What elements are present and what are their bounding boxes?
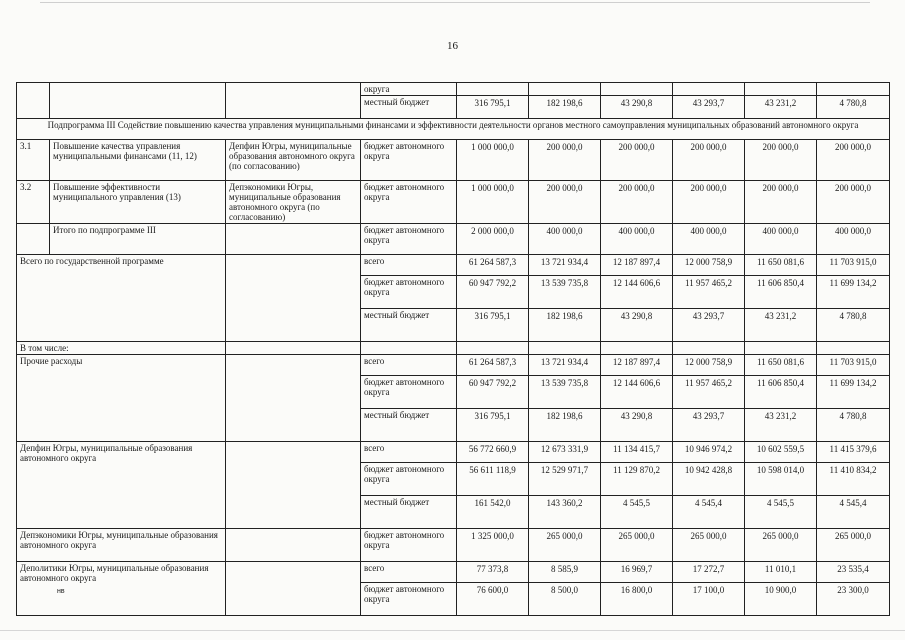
source-cell: бюджет автономного округа: [361, 463, 457, 496]
source-cell: всего: [361, 562, 457, 583]
blank-cell: [226, 224, 361, 255]
value-cell: [817, 83, 890, 96]
value-cell: 400 000,0: [601, 224, 673, 255]
source-cell: бюджет автономного округа: [361, 376, 457, 409]
blank-cell: [226, 355, 361, 442]
value-cell: 200 000,0: [745, 181, 817, 224]
value-cell: 17 272,7: [673, 562, 745, 583]
measure-name: Повышение эффективности муниципального управления (13): [50, 181, 226, 224]
value-cell: 182 198,6: [529, 409, 601, 442]
value-cell: 10 598 014,0: [745, 463, 817, 496]
blank-cell: [17, 83, 50, 119]
source-cell: округа: [361, 83, 457, 96]
value-cell: 8 585,9: [529, 562, 601, 583]
value-cell: 265 000,0: [817, 529, 890, 562]
table-row: [17, 529, 890, 562]
value-cell: 200 000,0: [529, 181, 601, 224]
value-cell: 4 780,8: [817, 309, 890, 342]
value-cell: 265 000,0: [601, 529, 673, 562]
blank-cell: [50, 83, 226, 119]
blank-cell: [361, 342, 457, 355]
value-cell: 12 673 331,9: [529, 442, 601, 463]
value-cell: [529, 83, 601, 96]
value-cell: 43 290,8: [601, 96, 673, 119]
value-cell: 11 650 081,6: [745, 355, 817, 376]
value-cell: 11 957 465,2: [673, 376, 745, 409]
value-cell: 182 198,6: [529, 309, 601, 342]
including-label: В том числе:: [17, 342, 226, 355]
source-cell: местный бюджет: [361, 409, 457, 442]
scan-top-edge: [40, 2, 870, 3]
table-row: [17, 342, 890, 355]
value-cell: 61 264 587,3: [457, 255, 529, 276]
value-cell: 400 000,0: [817, 224, 890, 255]
value-cell: 4 780,8: [817, 96, 890, 119]
value-cell: 12 529 971,7: [529, 463, 601, 496]
value-cell: 11 957 465,2: [673, 276, 745, 309]
value-cell: [673, 83, 745, 96]
table-row: [17, 140, 890, 181]
value-cell: 13 539 735,8: [529, 376, 601, 409]
value-cell: 200 000,0: [817, 181, 890, 224]
source-cell: всего: [361, 355, 457, 376]
value-cell: 265 000,0: [529, 529, 601, 562]
blank-cell: [226, 342, 361, 355]
value-cell: 1 325 000,0: [457, 529, 529, 562]
value-cell: 11 699 134,2: [817, 376, 890, 409]
table-row: [17, 119, 890, 140]
value-cell: 43 290,8: [601, 309, 673, 342]
value-cell: 11 415 379,6: [817, 442, 890, 463]
value-cell: 43 290,8: [601, 409, 673, 442]
value-cell: [457, 83, 529, 96]
group-label: Деполитики Югры, муниципальные образования автономного округа: [17, 562, 226, 616]
value-cell: 16 969,7: [601, 562, 673, 583]
value-cell: 43 293,7: [673, 96, 745, 119]
blank-cell: [226, 255, 361, 342]
value-cell: 11 410 834,2: [817, 463, 890, 496]
value-cell: 4 545,4: [673, 496, 745, 529]
value-cell: 43 231,2: [745, 96, 817, 119]
scan-bottom-edge: [0, 630, 905, 631]
measure-name: Повышение качества управления муниципальными финансами (11, 12): [50, 140, 226, 181]
value-cell: 11 703 915,0: [817, 255, 890, 276]
value-cell: 11 703 915,0: [817, 355, 890, 376]
source-cell: бюджет автономного округа: [361, 529, 457, 562]
value-cell: 143 360,2: [529, 496, 601, 529]
value-cell: 11 129 870,2: [601, 463, 673, 496]
value-cell: 11 606 850,4: [745, 276, 817, 309]
value-cell: 11 606 850,4: [745, 376, 817, 409]
value-cell: 56 772 660,9: [457, 442, 529, 463]
value-cell: 200 000,0: [745, 140, 817, 181]
source-cell: бюджет автономного округа: [361, 583, 457, 616]
value-cell: 10 946 974,2: [673, 442, 745, 463]
value-cell: 4 545,4: [817, 496, 890, 529]
table-row: [17, 562, 890, 583]
value-cell: 60 947 792,2: [457, 376, 529, 409]
value-cell: 265 000,0: [673, 529, 745, 562]
value-cell: 60 947 792,2: [457, 276, 529, 309]
value-cell: 12 187 897,4: [601, 255, 673, 276]
value-cell: 11 650 081,6: [745, 255, 817, 276]
value-cell: 316 795,1: [457, 96, 529, 119]
value-cell: 12 144 606,6: [601, 276, 673, 309]
value-cell: 4 545,5: [745, 496, 817, 529]
value-cell: [601, 83, 673, 96]
source-cell: всего: [361, 442, 457, 463]
group-label: Депфин Югры, муниципальные образования автономного округа: [17, 442, 226, 529]
value-cell: 400 000,0: [745, 224, 817, 255]
value-cell: 17 100,0: [673, 583, 745, 616]
value-cell: 13 721 934,4: [529, 255, 601, 276]
blank-cell: [226, 529, 361, 562]
source-cell: местный бюджет: [361, 309, 457, 342]
value-cell: 13 539 735,8: [529, 276, 601, 309]
group-label: Прочие расходы: [17, 355, 226, 442]
value-cell: 43 293,7: [673, 409, 745, 442]
value-cell: 400 000,0: [673, 224, 745, 255]
blank-cell: [457, 342, 529, 355]
value-cell: 10 942 428,8: [673, 463, 745, 496]
value-cell: 61 264 587,3: [457, 355, 529, 376]
source-cell: бюджет автономного округа: [361, 181, 457, 224]
value-cell: 161 542,0: [457, 496, 529, 529]
value-cell: 1 000 000,0: [457, 181, 529, 224]
blank-cell: [601, 342, 673, 355]
measure-number: 3.1: [17, 140, 50, 181]
table-body: [17, 83, 890, 616]
value-cell: 13 721 934,4: [529, 355, 601, 376]
value-cell: 43 231,2: [745, 409, 817, 442]
value-cell: 400 000,0: [529, 224, 601, 255]
table-row: [17, 83, 890, 96]
value-cell: 12 000 758,9: [673, 355, 745, 376]
blank-cell: [226, 562, 361, 616]
value-cell: 56 611 118,9: [457, 463, 529, 496]
value-cell: 4 780,8: [817, 409, 890, 442]
source-cell: местный бюджет: [361, 96, 457, 119]
value-cell: 76 600,0: [457, 583, 529, 616]
value-cell: 265 000,0: [745, 529, 817, 562]
value-cell: 11 134 415,7: [601, 442, 673, 463]
value-cell: 316 795,1: [457, 409, 529, 442]
group-label: Депэкономики Югры, муниципальные образования автономного округа: [17, 529, 226, 562]
value-cell: 200 000,0: [673, 181, 745, 224]
subtotal-label: Итого по подпрограмме III: [50, 224, 226, 255]
value-cell: 23 535,4: [817, 562, 890, 583]
value-cell: 182 198,6: [529, 96, 601, 119]
blank-cell: [226, 83, 361, 119]
value-cell: 43 231,2: [745, 309, 817, 342]
value-cell: 12 187 897,4: [601, 355, 673, 376]
value-cell: 12 000 758,9: [673, 255, 745, 276]
blank-cell: [529, 342, 601, 355]
value-cell: 11 699 134,2: [817, 276, 890, 309]
source-cell: бюджет автономного округа: [361, 276, 457, 309]
value-cell: 1 000 000,0: [457, 140, 529, 181]
measure-executor: Депэкономики Югры, муниципальные образования автономного округа (по согласованию): [226, 181, 361, 224]
program-funding-table: [16, 82, 890, 616]
value-cell: 200 000,0: [529, 140, 601, 181]
value-cell: 43 293,7: [673, 309, 745, 342]
value-cell: 8 500,0: [529, 583, 601, 616]
value-cell: 316 795,1: [457, 309, 529, 342]
program-total-label: Всего по государственной программе: [17, 255, 226, 342]
value-cell: 10 900,0: [745, 583, 817, 616]
source-cell: бюджет автономного округа: [361, 140, 457, 181]
source-cell: всего: [361, 255, 457, 276]
measure-executor: Депфин Югры, муниципальные образования автономного округа (по согласованию): [226, 140, 361, 181]
value-cell: 12 144 606,6: [601, 376, 673, 409]
value-cell: 200 000,0: [817, 140, 890, 181]
subprogram-title: Подпрограмма III Содействие повышению качества управления муниципальными финансами и эффективности деятельности органов местного самоуправления муниципальных образований автономного округа: [17, 119, 890, 140]
table-row: [17, 224, 890, 255]
value-cell: 200 000,0: [601, 140, 673, 181]
page-number: 16: [447, 40, 458, 52]
value-cell: 11 010,1: [745, 562, 817, 583]
value-cell: 200 000,0: [673, 140, 745, 181]
blank-cell: [17, 224, 50, 255]
table-row: [17, 181, 890, 224]
value-cell: 200 000,0: [601, 181, 673, 224]
value-cell: 4 545,5: [601, 496, 673, 529]
footer-mark: нв: [57, 588, 65, 595]
blank-cell: [673, 342, 745, 355]
source-cell: бюджет автономного округа: [361, 224, 457, 255]
table-row: [17, 355, 890, 376]
blank-cell: [817, 342, 890, 355]
value-cell: 16 800,0: [601, 583, 673, 616]
value-cell: 23 300,0: [817, 583, 890, 616]
value-cell: [745, 83, 817, 96]
table-row: [17, 255, 890, 276]
table-row: [17, 442, 890, 463]
blank-cell: [226, 442, 361, 529]
value-cell: 77 373,8: [457, 562, 529, 583]
measure-number: 3.2: [17, 181, 50, 224]
blank-cell: [745, 342, 817, 355]
value-cell: 2 000 000,0: [457, 224, 529, 255]
source-cell: местный бюджет: [361, 496, 457, 529]
value-cell: 10 602 559,5: [745, 442, 817, 463]
